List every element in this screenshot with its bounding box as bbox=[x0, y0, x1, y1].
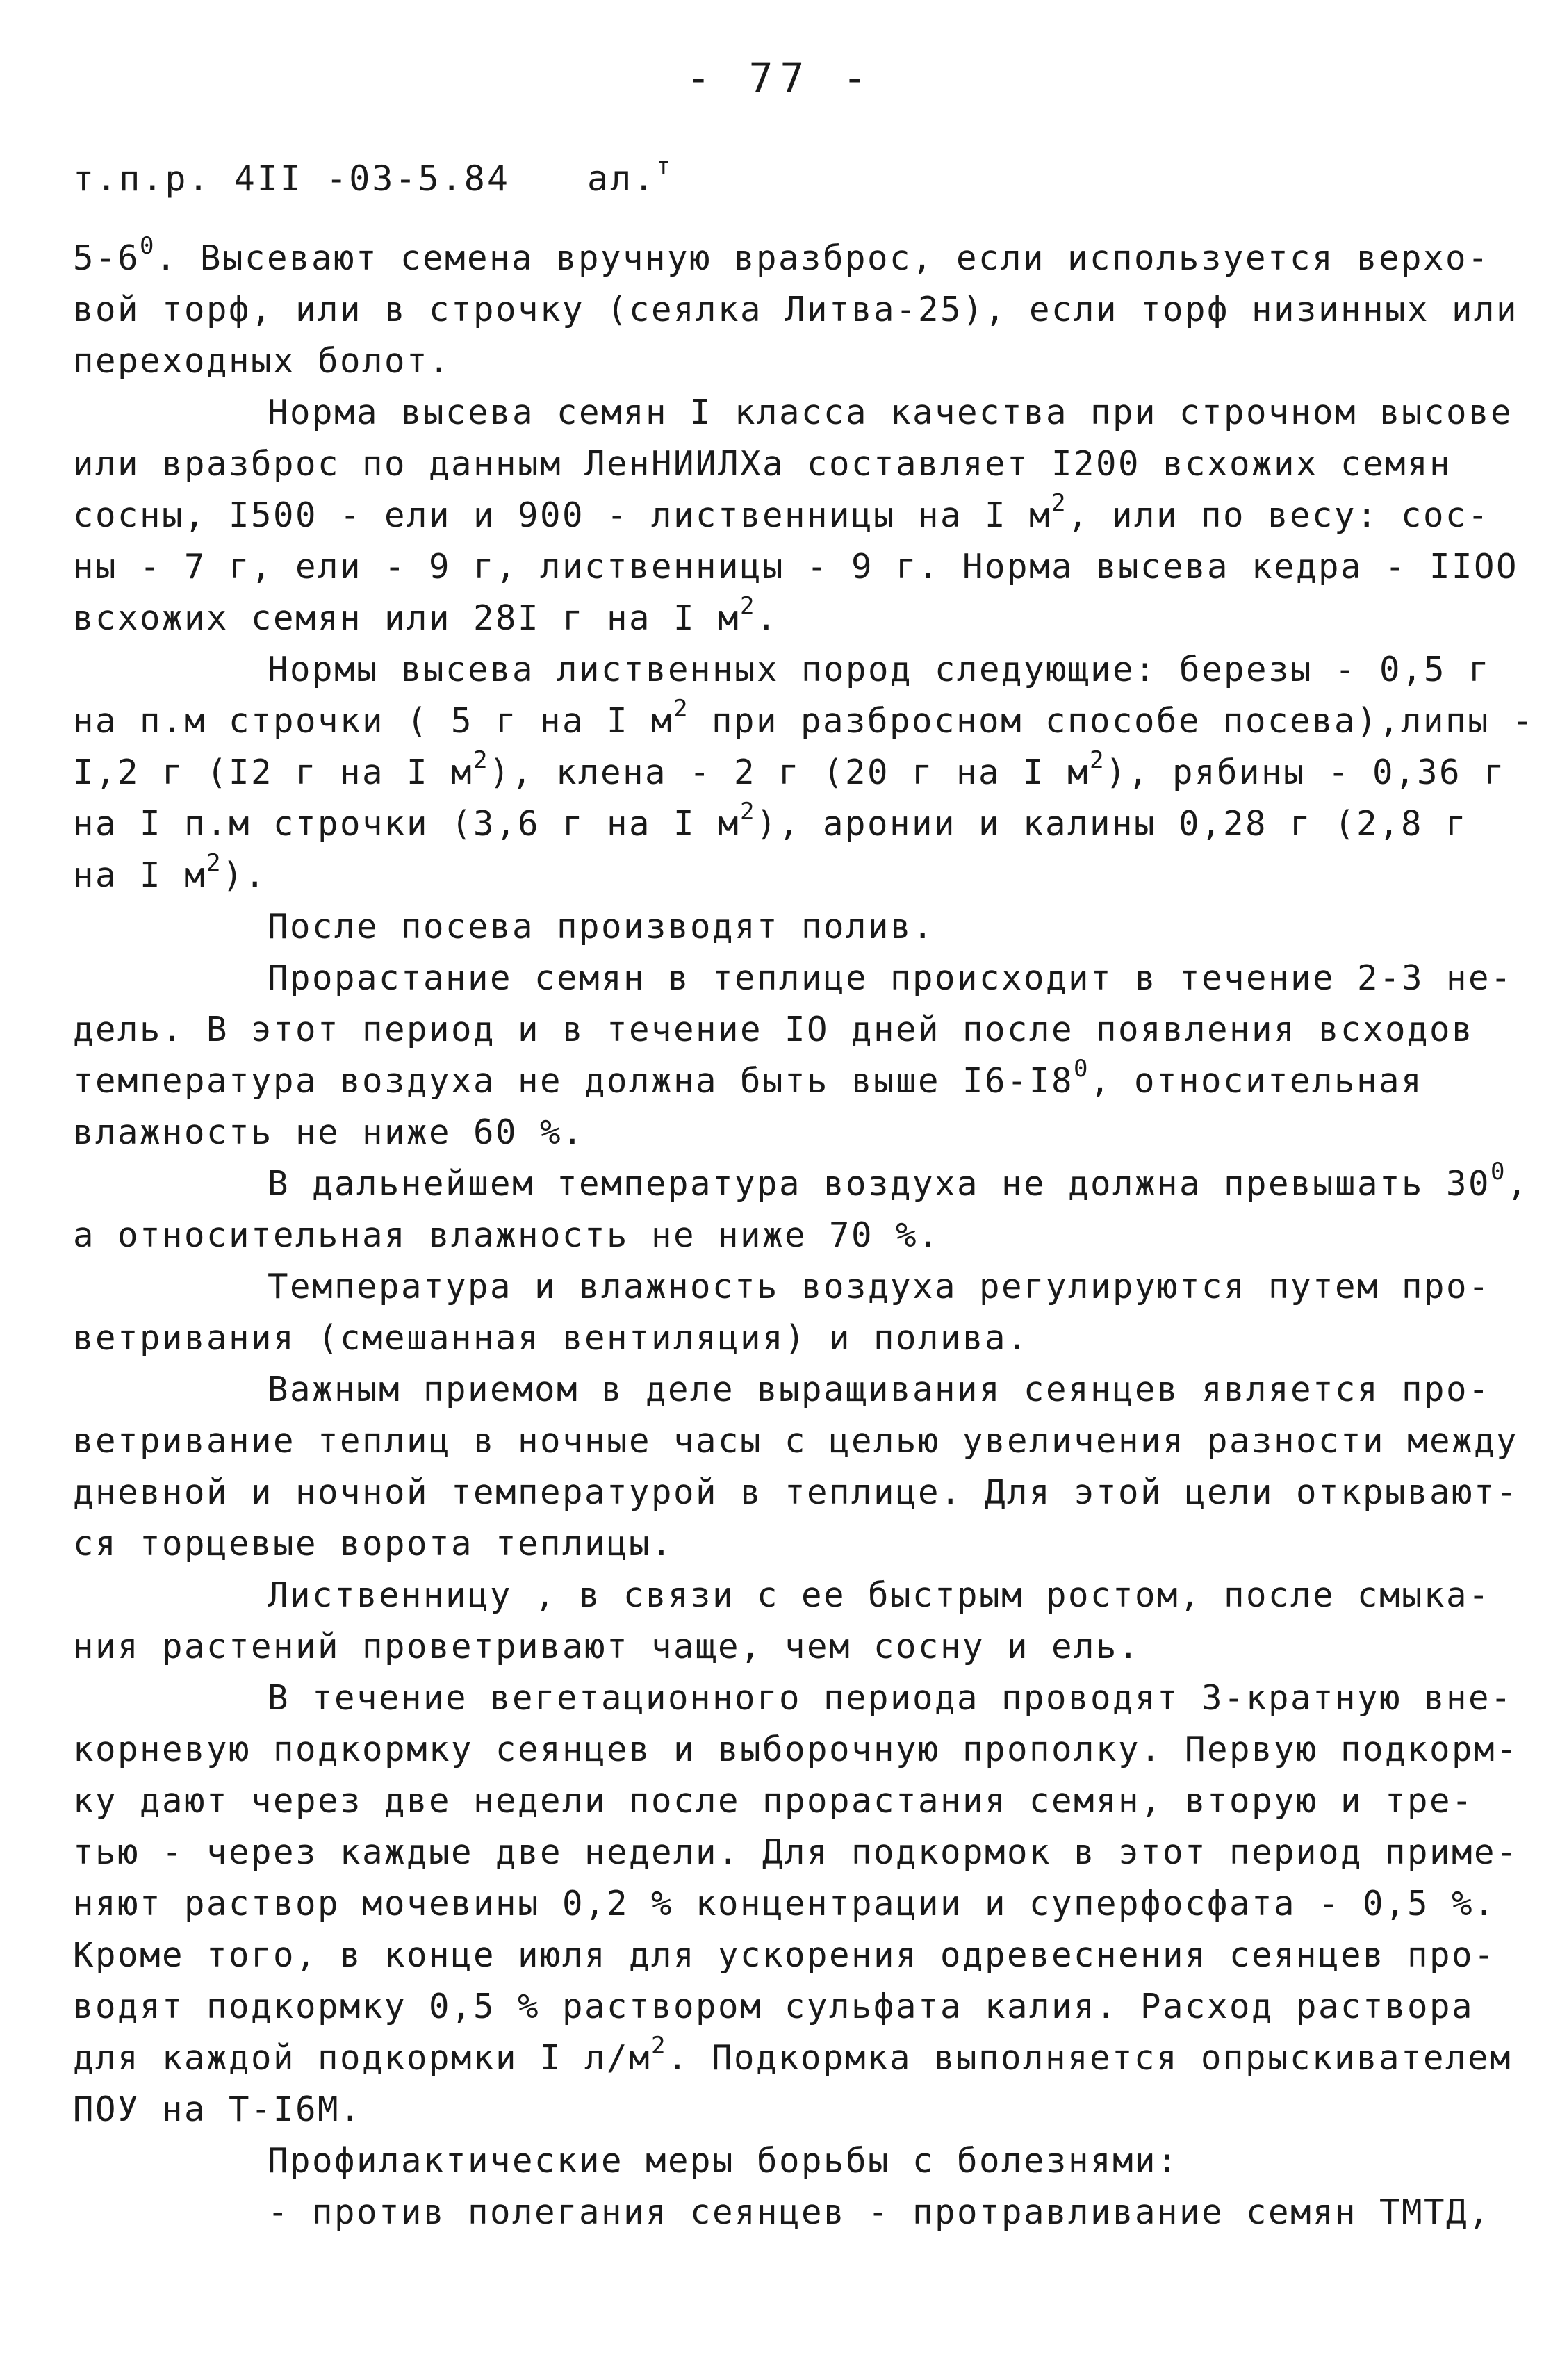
text-line bbox=[73, 1157, 1529, 1210]
line-text: Важным приемом в деле выращивания сеянцев является про- bbox=[268, 1370, 1491, 1409]
text-line bbox=[73, 644, 1491, 696]
text-line bbox=[73, 593, 1487, 644]
line-text: После посева производят полив. bbox=[268, 907, 935, 946]
line-text: Кроме того, в конце июля для ускорения одревеснения сеянцев про- bbox=[73, 1935, 1497, 1975]
document-reference bbox=[73, 152, 673, 199]
line-text: сосны, I500 - ели и 900 - лиственницы на I м bbox=[73, 495, 1052, 535]
line-text: на I п.м строчки (3,6 г на I м bbox=[73, 804, 741, 844]
line-text: . Подкормка выполняется опрыскивателем bbox=[667, 2038, 1513, 2078]
superscript: 2 bbox=[473, 746, 489, 774]
text-line bbox=[73, 1364, 1491, 1415]
text-line bbox=[73, 1467, 1519, 1518]
text-line bbox=[73, 387, 1513, 438]
line-text: ПОУ на Т-I6М. bbox=[73, 2090, 363, 2129]
text-line bbox=[73, 1570, 1491, 1621]
page-number: - 77 - bbox=[686, 54, 874, 101]
line-text: . Высевают семена вручную вразброс, если используется верхо- bbox=[156, 238, 1491, 278]
line-text: переходных болот. bbox=[73, 341, 452, 381]
line-text: дневной и ночной температурой в теплице. Для этой цели открывают- bbox=[73, 1472, 1519, 1512]
line-text: или вразброс по данным ЛенНИИЛХа составляет I200 всхожих семян bbox=[73, 444, 1452, 484]
text-line bbox=[73, 1313, 1487, 1364]
superscript: 2 bbox=[740, 797, 756, 826]
text-line bbox=[73, 1981, 1487, 2033]
superscript: 2 bbox=[740, 591, 756, 620]
line-text: ния растений проветривают чаще, чем сосну и ель. bbox=[73, 1627, 1141, 1666]
superscript: 2 bbox=[651, 2031, 667, 2060]
superscript: 2 bbox=[1090, 746, 1106, 774]
line-text: температура воздуха не должна быть выше I6-I8 bbox=[73, 1061, 1074, 1101]
line-text: В течение вегетационного периода проводят 3-кратную вне- bbox=[268, 1678, 1513, 1718]
line-text: при разбросном способе посева),липы - bbox=[689, 701, 1535, 741]
line-text: , или по весу: сос- bbox=[1067, 495, 1491, 535]
text-line bbox=[73, 901, 1487, 953]
text-line bbox=[73, 1261, 1491, 1313]
line-text: ), клена - 2 г (20 г на I м bbox=[489, 753, 1090, 792]
text-line bbox=[73, 2084, 1487, 2135]
line-text: I,2 г (I2 г на I м bbox=[73, 753, 474, 792]
line-text: ), рябины - 0,36 г bbox=[1106, 753, 1506, 792]
line-text: ку дают через две недели после прорастания семян, вторую и тре- bbox=[73, 1781, 1475, 1821]
line-text: ). bbox=[222, 855, 268, 895]
superscript: 0 bbox=[1491, 1157, 1507, 1185]
text-line bbox=[73, 850, 1487, 901]
line-text: влажность не ниже 60 %. bbox=[73, 1113, 585, 1152]
line-text: на п.м строчки ( 5 г на I м bbox=[73, 701, 674, 741]
text-line bbox=[73, 284, 1519, 336]
text-line bbox=[73, 489, 1491, 541]
document-body bbox=[73, 231, 1535, 2238]
line-text: дель. В этот период и в течение IO дней после появления всходов bbox=[73, 1010, 1475, 1049]
line-text: В дальнейшем температура воздуха не должна превышать 30 bbox=[268, 1164, 1491, 1204]
line-text: Прорастание семян в теплице происходит в течение 2-3 не- bbox=[268, 958, 1513, 998]
text-line bbox=[73, 541, 1519, 593]
line-text: Норма высева семян I класса качества при строчном высове bbox=[268, 393, 1513, 432]
line-text: ветривание теплиц в ночные часы с целью увеличения разности между bbox=[73, 1421, 1519, 1461]
line-text: няют раствор мочевины 0,2 % концентрации и суперфосфата - 0,5 %. bbox=[73, 1884, 1497, 1923]
line-text: ), аронии и калины 0,28 г (2,8 г bbox=[756, 804, 1468, 844]
text-line bbox=[73, 1827, 1519, 1878]
text-line bbox=[73, 1056, 1487, 1107]
text-line bbox=[73, 953, 1513, 1004]
text-line bbox=[73, 1878, 1497, 1930]
line-text: Температура и влажность воздуха регулируются путем про- bbox=[268, 1267, 1491, 1306]
text-line bbox=[73, 336, 1487, 387]
line-text: - против полегания сеянцев - протравливание семян ТМТД, bbox=[268, 2192, 1491, 2232]
line-text: ветривания (смешанная вентиляция) и полива. bbox=[73, 1318, 1030, 1358]
line-text: Нормы высева лиственных пород следующие: березы - 0,5 г bbox=[268, 650, 1491, 689]
text-line bbox=[73, 1673, 1513, 1724]
text-line bbox=[73, 2135, 1487, 2187]
superscript: 2 bbox=[206, 848, 222, 877]
line-text: корневую подкормку сеянцев и выборочную прополку. Первую подкорм- bbox=[73, 1730, 1519, 1769]
text-line bbox=[73, 1775, 1487, 1827]
superscript: 0 bbox=[140, 231, 156, 260]
text-line bbox=[73, 438, 1487, 490]
line-text: водят подкормку 0,5 % раствором сульфата калия. Расход раствора bbox=[73, 1987, 1475, 2026]
text-line bbox=[73, 1518, 1487, 1570]
text-line bbox=[73, 746, 1506, 798]
text-line bbox=[73, 2031, 1513, 2084]
text-line bbox=[73, 1107, 1487, 1158]
superscript: 0 bbox=[1074, 1054, 1090, 1083]
line-text: для каждой подкормки I л/м bbox=[73, 2038, 652, 2078]
line-text: ны - 7 г, ели - 9 г, лиственницы - 9 г. Норма высева кедра - IIОО bbox=[73, 547, 1519, 586]
line-text: , относительная bbox=[1090, 1061, 1424, 1101]
document-code: т.п.р. 4II -03-5.84 bbox=[73, 158, 510, 199]
line-text: на I м bbox=[73, 855, 207, 895]
line-text: 5-6 bbox=[73, 238, 140, 278]
sheet-label: ал.$^т$ bbox=[587, 152, 673, 199]
text-line bbox=[73, 1621, 1487, 1673]
line-text: ся торцевые ворота теплицы. bbox=[73, 1524, 674, 1564]
text-line bbox=[73, 231, 1491, 284]
text-line bbox=[73, 1724, 1519, 1775]
text-line bbox=[73, 2187, 1491, 2238]
line-text: , bbox=[1506, 1164, 1529, 1204]
text-line bbox=[73, 1415, 1519, 1467]
text-line bbox=[73, 1210, 1487, 1261]
line-text: тью - через каждые две недели. Для подкормок в этот период приме- bbox=[73, 1832, 1519, 1872]
superscript: 2 bbox=[673, 694, 689, 723]
line-text: вой торф, или в строчку (сеялка Литва-25), если торф низинных или bbox=[73, 290, 1519, 329]
line-text: Лиственницу , в связи с ее быстрым ростом, после смыка- bbox=[268, 1575, 1491, 1615]
line-text: . bbox=[756, 598, 779, 638]
text-line bbox=[73, 1004, 1487, 1056]
text-line bbox=[73, 1930, 1497, 1981]
text-line bbox=[73, 694, 1535, 747]
line-text: а относительная влажность не ниже 70 %. bbox=[73, 1215, 941, 1255]
line-text: Профилактические меры борьбы с болезнями: bbox=[268, 2141, 1180, 2181]
superscript: 2 bbox=[1051, 489, 1068, 517]
line-text: всхожих семян или 28I г на I м bbox=[73, 598, 741, 638]
text-line bbox=[73, 798, 1487, 850]
